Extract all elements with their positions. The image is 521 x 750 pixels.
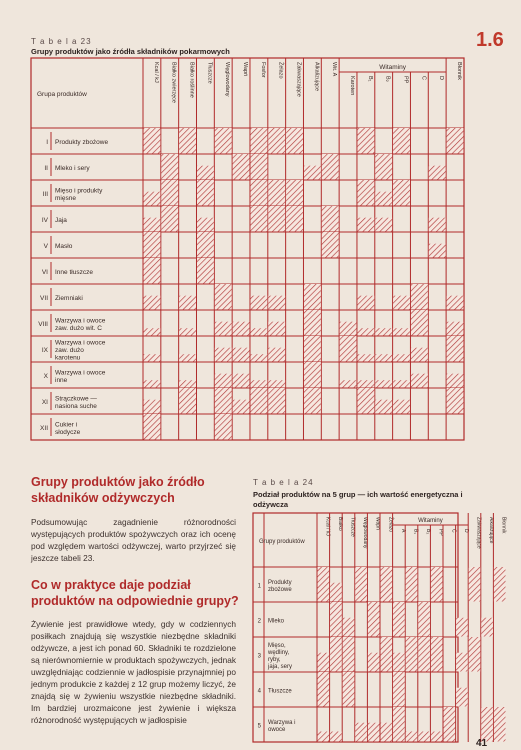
t23-row-number: II <box>44 165 48 172</box>
t24-cell-level <box>406 637 418 672</box>
t23-col-label: Wapń <box>242 62 249 77</box>
t23-vitamins-header: Witaminy <box>379 64 406 71</box>
t24-cell-level <box>318 567 330 602</box>
t24-cell-level <box>494 707 506 742</box>
t23-col-label: B₂ <box>384 76 391 82</box>
t24-cell-level <box>456 688 468 707</box>
t24-row-number: 3 <box>257 653 261 660</box>
t24-cell-level <box>368 602 380 637</box>
t23-row-number: IX <box>41 347 48 354</box>
t24-cell-level <box>494 567 506 602</box>
t24-row-number: 4 <box>257 688 261 695</box>
t23-col-label: Wit. A <box>331 62 338 77</box>
t23-row-number: VII <box>40 295 48 302</box>
t24-cell-level <box>456 653 468 672</box>
t24-cell-level <box>444 707 456 742</box>
t23-row-label: nasiona suche <box>55 402 97 410</box>
t23-col-label: C <box>420 76 427 80</box>
t24-cell-level <box>431 567 443 602</box>
t24-cell-level <box>469 637 481 672</box>
t24-cell-level <box>418 602 430 637</box>
t23-row-label: Warzywa i owoce <box>55 317 106 325</box>
t24-cell-level <box>406 732 418 742</box>
t24-cell-level <box>355 723 367 742</box>
t24-col-label: D <box>462 529 469 533</box>
t23-row-number: I <box>46 139 48 146</box>
t24-row-label: owoce <box>268 727 286 733</box>
table24-title: Podział produktów na 5 grup — ich wartość energetyczna i odżywcza <box>253 490 463 509</box>
t24-col-label: Węglowodany <box>362 517 369 549</box>
t23-row-number: XI <box>41 399 48 406</box>
t24-cell-level <box>368 653 380 672</box>
t24-cell-level <box>481 618 493 637</box>
t24-cell-level <box>469 567 481 602</box>
t24-cell-level <box>393 602 405 637</box>
t23-row-label: Warzywa i owoce <box>55 339 106 347</box>
t23-row-number: XII <box>40 425 48 432</box>
t24-cell-level <box>318 653 330 672</box>
t23-col-label: Błonnik <box>456 62 463 81</box>
t24-cell-level <box>393 707 405 742</box>
t23-group-header: Grupa produktów <box>37 91 87 98</box>
t23-col-label: Białko zwierzęce <box>170 62 177 103</box>
t23-row-label: Ziemniaki <box>55 295 83 302</box>
t23-col-label: Zakwaszające <box>295 62 302 97</box>
t24-cell-level <box>418 732 430 742</box>
t23-col-label: Kcal / kJ <box>152 62 159 83</box>
t24-row-label: ryby, <box>268 657 281 663</box>
t24-cell-level <box>330 732 342 742</box>
t24-cell-level <box>431 732 443 742</box>
t24-col-label: Błonnik <box>500 517 507 534</box>
t23-row-label: zaw. dużo <box>55 347 84 354</box>
t24-row-number: 5 <box>257 723 261 730</box>
t24-row-label: wędliny, <box>268 650 290 656</box>
t23-row-label: słodycze <box>55 428 81 436</box>
heading-practice: Co w praktyce daje podział produktów na odpowiednie grupy? <box>31 578 239 608</box>
t24-cell-level <box>381 567 393 602</box>
t23-row-label: inne <box>55 376 68 384</box>
t23-col-label: Żelazo <box>277 62 284 79</box>
t24-col-label: B₁ <box>412 529 419 535</box>
page-number: 41 <box>476 738 488 749</box>
table23-title: Grupy produktów jako źródła składników pokarmowych <box>31 47 230 56</box>
t24-col-label: C <box>450 529 457 533</box>
t23-row-label: zaw. dużo wit. C <box>55 324 102 332</box>
t23-col-label: Fosfor <box>259 62 266 78</box>
t24-cell-level <box>368 723 380 742</box>
t23-col-label: Białko roślinne <box>188 62 195 98</box>
t24-cell-level <box>343 618 355 637</box>
t23-row-number: IV <box>41 217 48 224</box>
t24-col-label: Wapń <box>374 517 381 530</box>
t23-col-label: PP <box>402 76 409 84</box>
t24-cell-level <box>343 637 355 672</box>
t23-row-label: Mleko i sery <box>55 165 90 172</box>
t24-cell-level <box>355 567 367 602</box>
t24-cell-level <box>330 583 342 602</box>
t23-col-label: B₁ <box>366 76 373 82</box>
t23-row-number: VI <box>41 269 48 276</box>
t24-cell-level <box>330 637 342 672</box>
t24-row-label: Warzywa i <box>268 720 296 726</box>
t24-group-header: Grupy produktów <box>259 539 305 545</box>
t23-row-label: Mięso i produkty <box>55 187 103 195</box>
t24-row-label: jaja, sery <box>268 664 293 670</box>
t24-cell-level <box>456 618 468 637</box>
t24-row-number: 2 <box>257 618 261 625</box>
t23-row-label: karotenu <box>55 354 81 362</box>
t24-row-number: 1 <box>257 583 261 590</box>
table23-label: T a b e l a 23 <box>31 37 92 46</box>
t23-row-number: X <box>43 373 48 380</box>
t23-col-label: Węglowodany <box>224 62 231 97</box>
t24-cell-level <box>481 707 493 742</box>
t24-cell-level <box>381 637 393 672</box>
t24-row-label: Mięso, <box>268 643 286 649</box>
t24-col-label: B₂ <box>425 529 432 535</box>
t24-cell-level <box>343 672 355 707</box>
t23-row-label: mięsne <box>55 194 76 202</box>
t24-col-label: Żelazo <box>387 517 394 533</box>
t24-row-label: Produkty <box>268 580 292 586</box>
paragraph-nutrition: Żywienie jest prawidłowe wtedy, gdy w codziennych posiłkach znajdują się wszystkie niezbędne składniki odżywcze, a jest ich ponad 60. Składniki te rozdzielone są nierównomiernie w produktach spożywczych, jednak uwzględniając codziennie w jadłospisie przynajmniej po jednym produkcie z każdej z 12 grup możemy liczyć, że znajdą się w żywieniu wszystkie niezbędne składniki. Im bardziej urozmaicone jest żywienie i większa różnorodność występujących w jadłospisie <box>31 619 236 725</box>
t23-col-label: Alkalizujące <box>313 62 320 92</box>
t23-col-label: D <box>438 76 445 80</box>
t23-row-label: Jaja <box>55 217 67 224</box>
t23-row-label: Warzywa i owoce <box>55 369 106 377</box>
t24-cell-level <box>418 637 430 672</box>
t23-row-label: Cukier i <box>55 421 78 429</box>
t24-cell-level <box>431 637 443 672</box>
t23-row-label: Produkty zbożowe <box>55 139 109 146</box>
t23-row-number: V <box>43 243 48 250</box>
t24-cell-level <box>330 602 342 637</box>
t24-cell-level <box>318 732 330 742</box>
t23-row-label: Masło <box>55 243 73 250</box>
t24-cell-level <box>393 653 405 672</box>
t23-row-label: Strączkowe — <box>55 395 97 403</box>
t23-row-number: VIII <box>38 321 48 328</box>
t23-row-label: Inne tłuszcze <box>55 269 93 276</box>
section-number: 1.6 <box>476 29 504 51</box>
t24-cell-level <box>381 723 393 742</box>
t24-col-label: Tłuszcze <box>349 517 356 537</box>
t24-row-label: Tłuszcze <box>268 688 292 695</box>
t24-col-label: PP <box>437 529 444 536</box>
t24-cell-level <box>406 567 418 602</box>
t24-col-label: Białko <box>336 517 343 531</box>
t23-col-label: Tłuszcze <box>206 62 213 84</box>
t24-col-label: Zakwaszające <box>475 517 482 549</box>
t24-row-label: zbożowe <box>268 587 292 593</box>
table24-label: T a b e l a 24 <box>253 478 314 487</box>
t24-row-label: Mleko <box>268 618 285 625</box>
t24-cell-level <box>393 672 405 707</box>
t23-row-number: III <box>42 191 48 198</box>
t24-col-label: Alkalizujące <box>488 517 495 544</box>
t23-col-label: Karoten <box>349 76 356 96</box>
paragraph-summary: Podsumowując zagadnienie różnorodności występujących produktów spożywczych oraz ich ocenę pod względem wartości odżywczej, warto przyjrzeć się jeszcze tabeli 23. <box>31 517 236 563</box>
t24-vitamins-header: Witaminy <box>418 518 443 524</box>
t24-cell-level <box>318 672 330 707</box>
t24-col-label: A <box>399 529 406 533</box>
heading-groups-as-source: Grupy produktów jako źródło składników odżywczych <box>31 475 205 505</box>
t24-col-label: Kcal / kJ <box>324 517 331 536</box>
